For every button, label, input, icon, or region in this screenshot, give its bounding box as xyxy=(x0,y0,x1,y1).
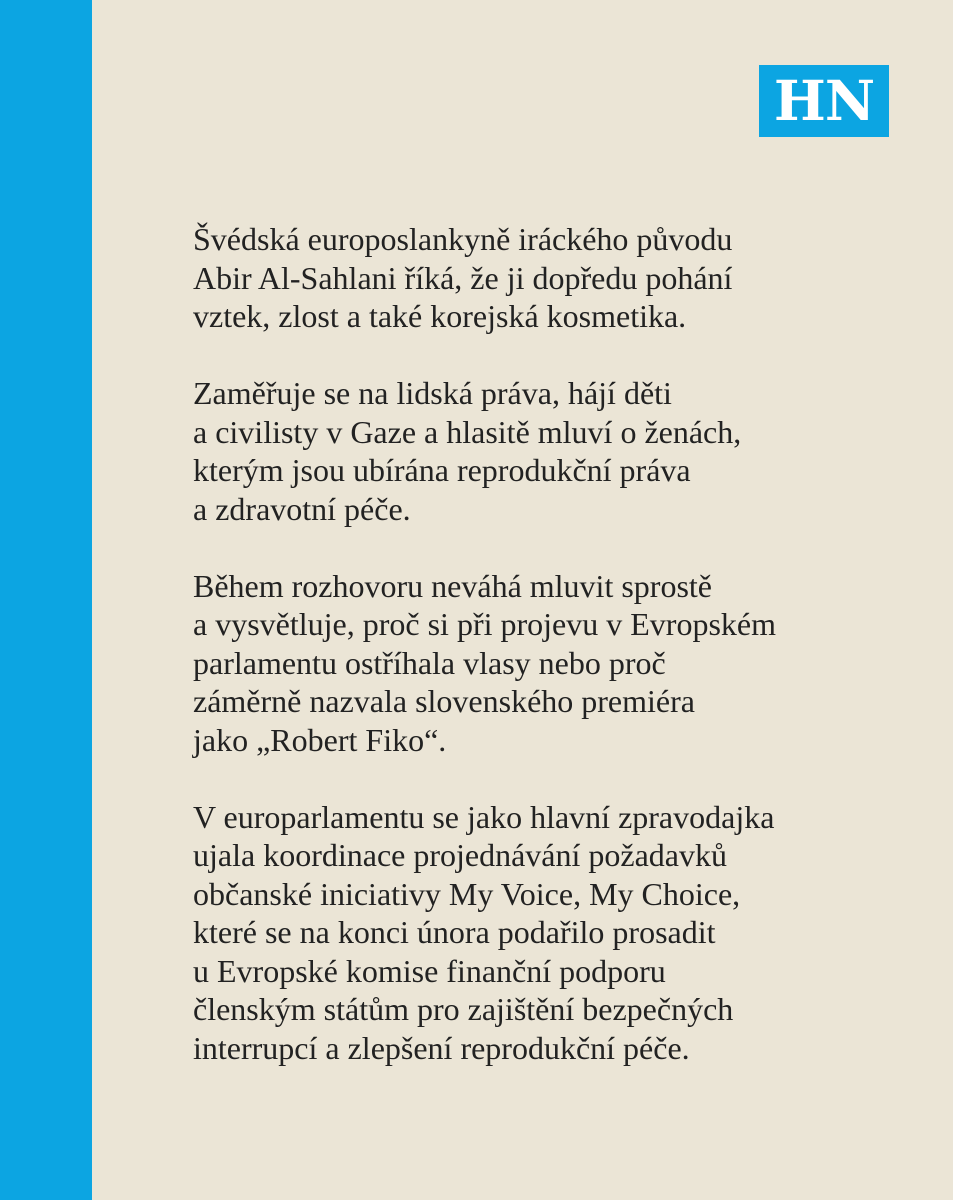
article-body xyxy=(193,220,893,1106)
text-line: Během rozhovoru neváhá mluvit sprostě xyxy=(193,567,712,604)
text-line: členským státům pro zajištění bezpečných xyxy=(193,991,734,1027)
text-line: Švédská europoslankyně iráckého původu xyxy=(193,221,733,257)
text-line: vztek, zlost a také korejská kosmetika. xyxy=(193,298,687,334)
text-line: kterým jsou ubírána reprodukční práva xyxy=(193,452,691,488)
text-line: Abir Al-Sahlani říká, že ji dopředu pohání xyxy=(193,259,733,296)
text-line: jako „Robert Fiko“. xyxy=(193,721,447,758)
text-line: ujala koordinace projednávání požadavků xyxy=(193,837,727,873)
text-line: a civilisty v Gaze a hlasitě mluví o ženách, xyxy=(193,413,742,450)
accent-bar xyxy=(0,0,92,1200)
paragraph-1 xyxy=(193,220,893,336)
text-line: interrupcí a zlepšení reprodukční péče. xyxy=(193,1029,690,1066)
paragraph-3 xyxy=(193,567,893,760)
text-line: Zaměřuje se na lidská práva, hájí děti xyxy=(193,375,672,411)
text-line: které se na konci února podařilo prosadit xyxy=(193,914,716,950)
text-line: u Evropské komise finanční podporu xyxy=(193,952,666,989)
text-line: a zdravotní péče. xyxy=(193,490,411,527)
text-line: V europarlamentu se jako hlavní zpravodajka xyxy=(193,798,775,835)
paragraph-4 xyxy=(193,798,893,1068)
hn-logo: HN xyxy=(759,65,889,137)
text-line: parlamentu ostříhala vlasy nebo proč xyxy=(193,644,666,681)
text-line: občanské iniciativy My Voice, My Choice, xyxy=(193,875,741,912)
paragraph-2 xyxy=(193,374,893,528)
text-line: záměrně nazvala slovenského premiéra xyxy=(193,683,695,719)
text-line: a vysvětluje, proč si při projevu v Evropském xyxy=(193,606,776,642)
